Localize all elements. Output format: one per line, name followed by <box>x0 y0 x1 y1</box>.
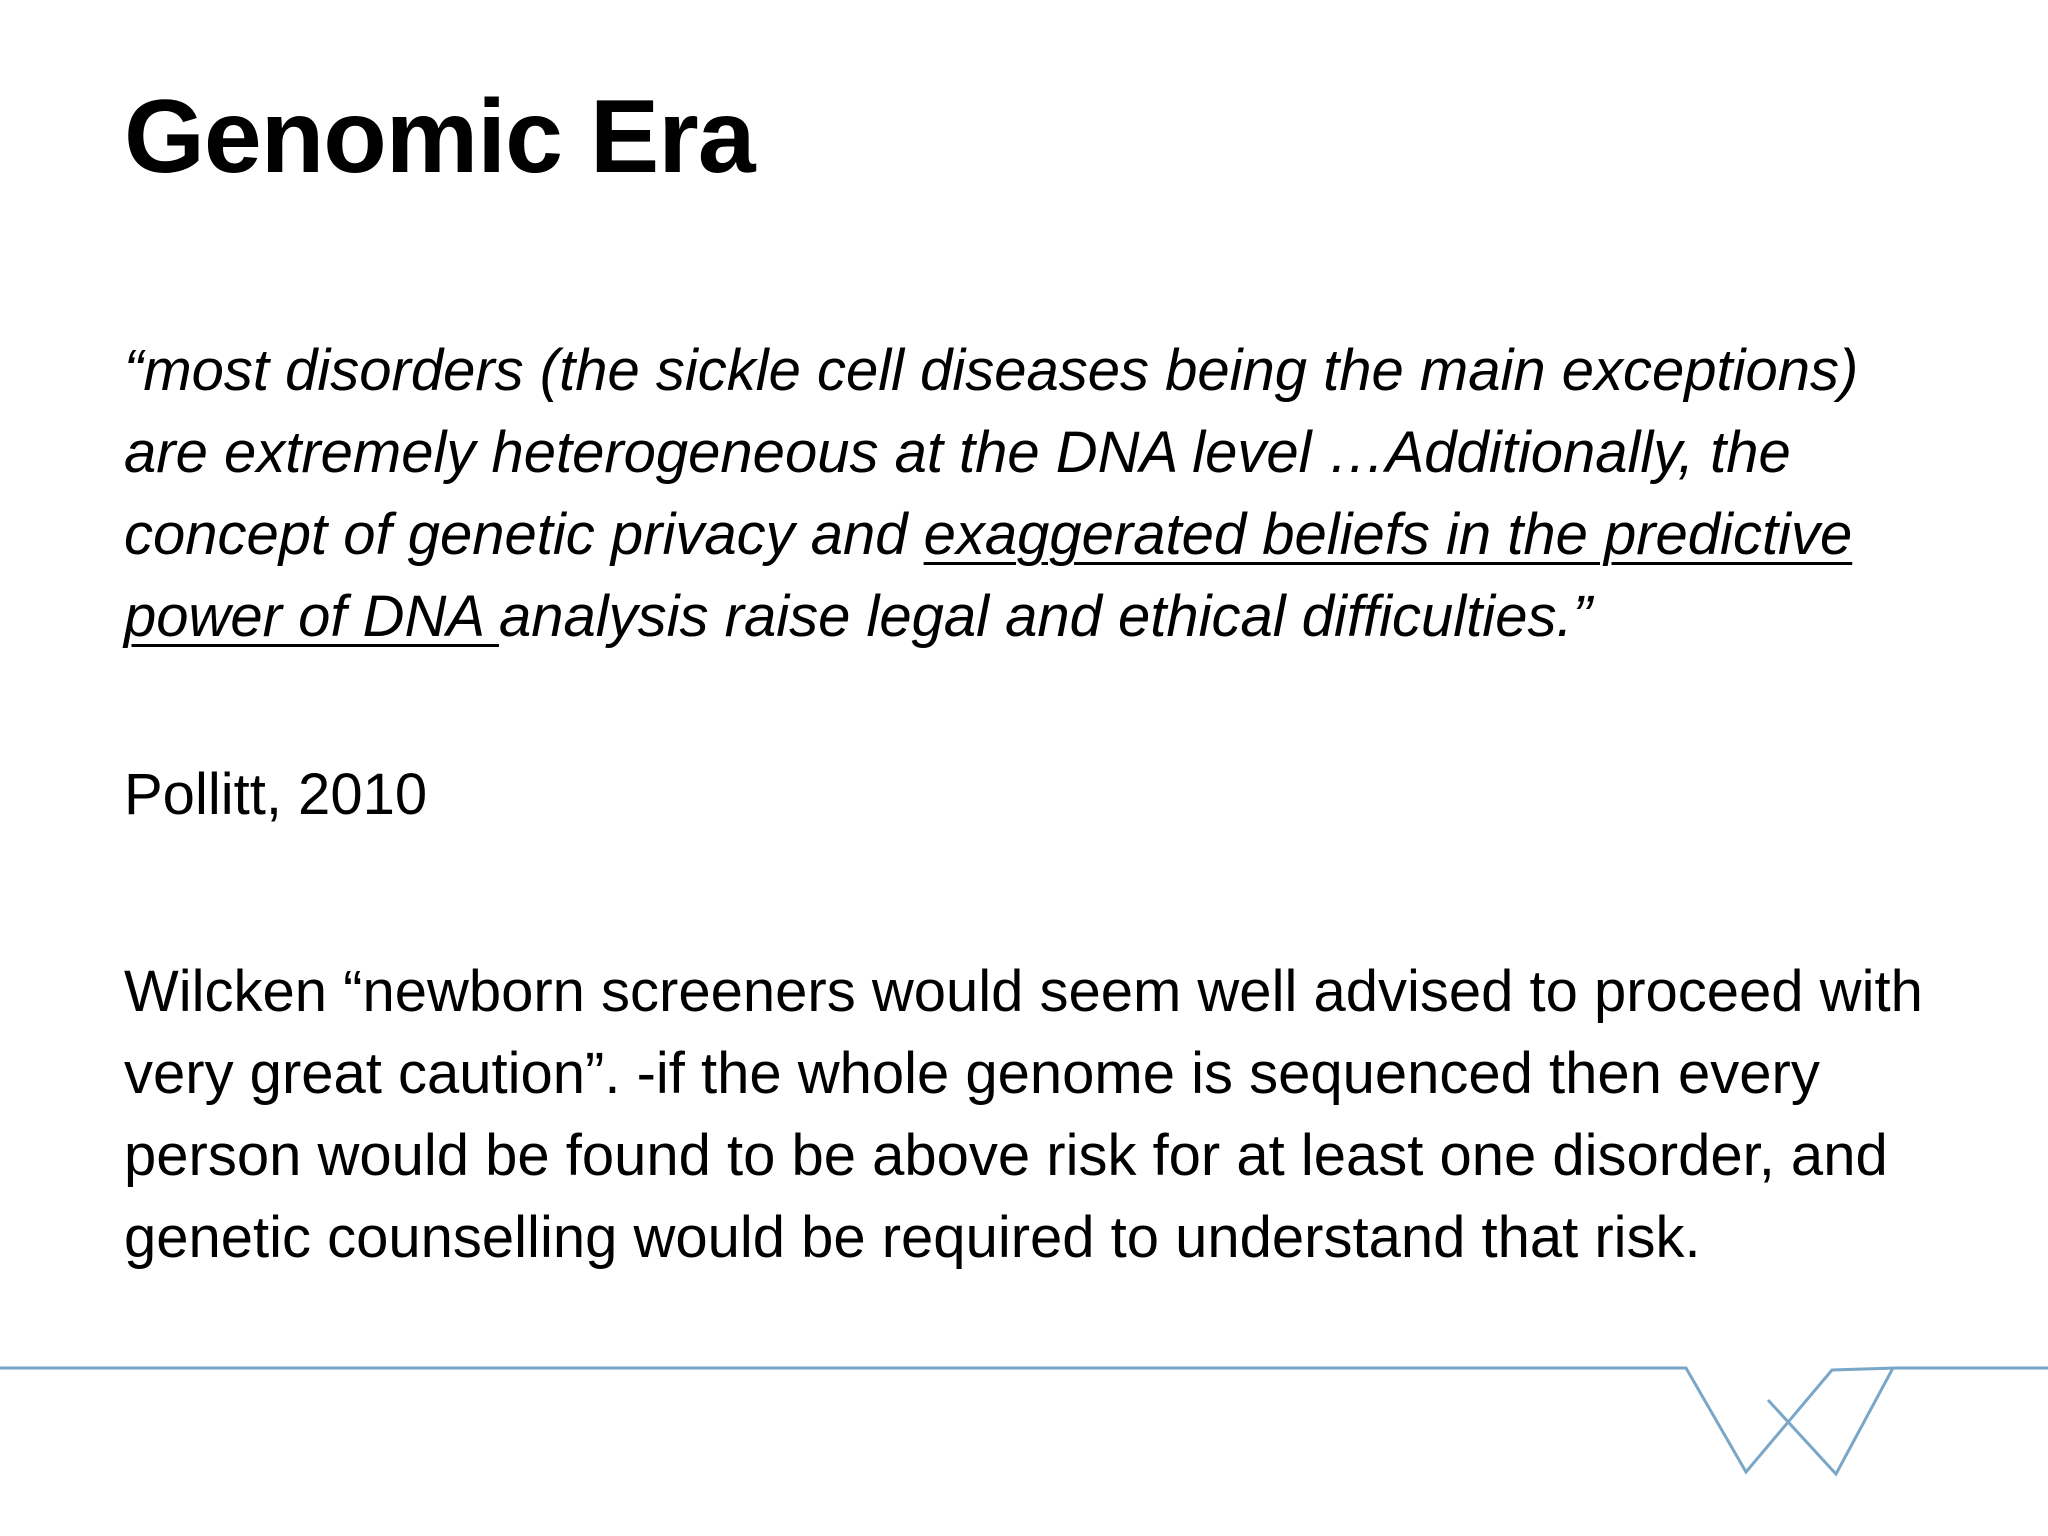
wilcken-paragraph: Wilcken “newborn screeners would seem well advised to proceed with very great caution”. -if the whole genome is sequenced then every person would be found to be above risk for at least one disorder, and genetic counselling would be required to understand that risk. <box>124 959 1923 1270</box>
quote-text-start: “most disorders (the sickle cell diseases being the main exceptions) are extremely heterogeneous at the DNA level …Additionally, the concept of genetic privacy and <box>124 338 1859 567</box>
footer-divider-line <box>0 1368 2048 1472</box>
footer-decoration <box>0 1340 2048 1500</box>
slide-title: Genomic Era <box>124 79 755 195</box>
quote-underlined-text: exaggerated beliefs in the predictive power of DNA <box>124 502 1853 649</box>
w-chevron-logo-icon <box>1768 1368 1893 1474</box>
quote-citation: Pollitt, 2010 <box>124 762 428 827</box>
quote-text-end: analysis raise legal and ethical difficulties.” <box>499 584 1592 649</box>
pollitt-quote <box>124 330 1904 658</box>
